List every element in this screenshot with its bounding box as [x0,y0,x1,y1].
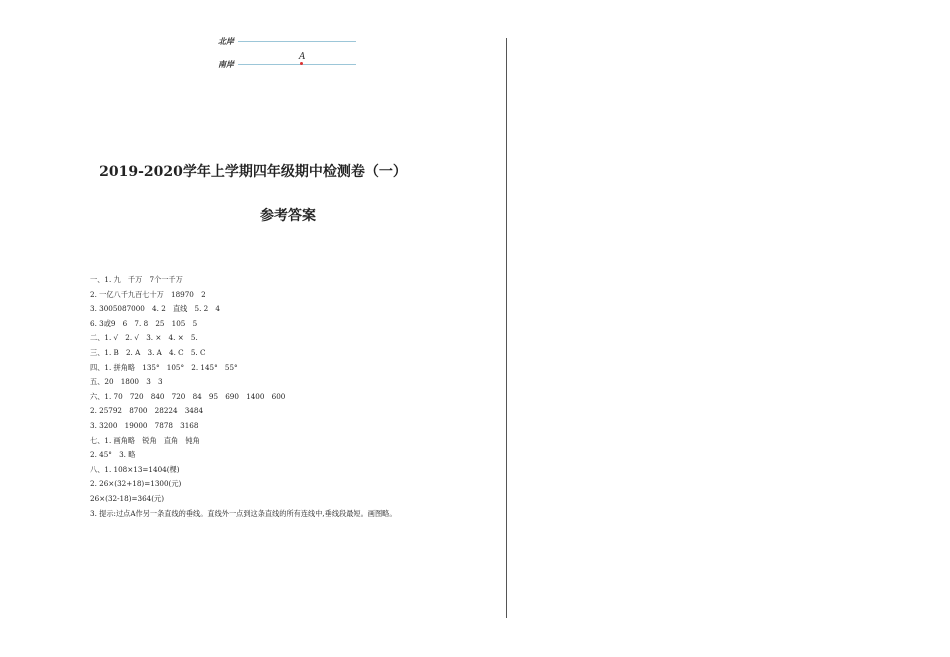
answer-line: 26×(32-18)=364(元) [90,493,165,503]
answer-list [90,273,490,521]
south-bank-line [238,64,356,65]
south-bank-label: 南岸 [218,59,234,69]
answer-line: 八、1. 108×13=1404(棵) [90,464,180,474]
answer-line: 六、1. 70 720 840 720 84 95 690 1400 600 [90,391,286,401]
answer-line: 3. 提示:过点A作另一条直线的垂线。直线外一点到这条直线的所有连线中,垂线段最短。画图略。 [90,508,397,518]
north-bank-label: 北岸 [218,36,234,46]
answer-line: 2. 一亿八千九百七十万 18970 2 [90,289,206,299]
answer-line: 3. 3200 19000 7878 3168 [90,420,199,430]
answer-line: 四、1. 拼角略 135° 105° 2. 145° 55° [90,362,238,372]
point-a-label: A [299,52,306,62]
answer-line: 3. 3005087000 4. 2 直线 5. 2 4 [90,304,221,314]
answer-line: 三、1. B 2. A 3. A 4. C 5. C [90,347,206,357]
answer-line: 6. 3或9 6 7. 8 25 105 5 [90,318,198,328]
answer-line: 2. 26×(32+18)=1300(元) [90,479,182,489]
page-divider [506,38,507,618]
answer-line: 七、1. 画角略 锐角 直角 钝角 [90,435,200,445]
page-title: 2019-2020学年上学期四年级期中检测卷（一） [99,164,407,180]
answer-line: 2. 25792 8700 28224 3484 [90,406,204,416]
answer-line: 二、1. √ 2. √ 3. × 4. × 5. [90,333,198,343]
answer-line: 2. 45° 3. 略 [90,450,136,460]
north-bank-line [238,41,356,42]
answer-line: 五、20 1800 3 3 [90,377,163,387]
point-a-marker [300,62,303,65]
page-subtitle: 参考答案 [260,208,316,224]
answer-line: 一、1. 九 千万 7个一千万 [90,275,183,284]
